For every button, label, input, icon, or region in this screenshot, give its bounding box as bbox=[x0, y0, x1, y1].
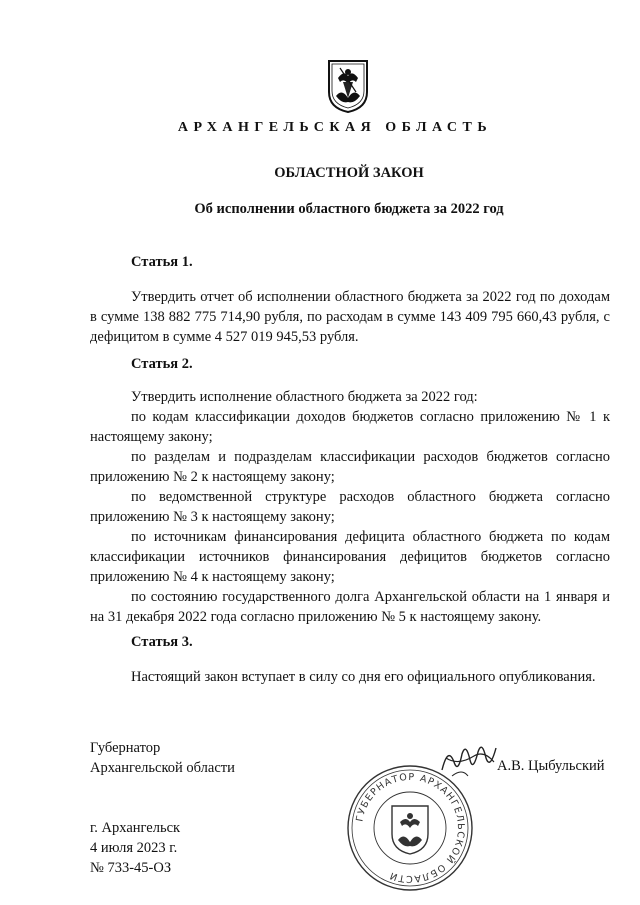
law-number: № 733-45-ОЗ bbox=[90, 860, 172, 876]
article-2-heading: Статья 2. bbox=[131, 356, 193, 372]
article-1-body bbox=[90, 287, 610, 347]
document-footer bbox=[90, 818, 180, 878]
article-2-paragraph: по источникам финансирования дефицита областного бюджета по кодам классификации источников финансирования дефицитов бюджетов согласно приложению № 4 к настоящему закону; bbox=[90, 529, 610, 585]
signatory-title: Губернатор bbox=[90, 740, 161, 756]
law-date: 4 июля 2023 г. bbox=[90, 840, 178, 856]
law-type: ОБЛАСТНОЙ ЗАКОН bbox=[274, 165, 424, 181]
signatory-position bbox=[90, 738, 235, 778]
article-2-paragraph: по разделам и подразделам классификации расходов бюджетов согласно приложению № 2 к настоящему закону; bbox=[90, 449, 610, 485]
article-3-body bbox=[90, 667, 610, 687]
law-title: Об исполнении областного бюджета за 2022 год bbox=[194, 201, 504, 217]
article-1-heading: Статья 1. bbox=[131, 254, 193, 270]
article-2-paragraph: по ведомственной структуре расходов областного бюджета согласно приложению № 3 к настоящему закону; bbox=[90, 489, 610, 525]
article-2-paragraph: по кодам классификации доходов бюджетов согласно приложению № 1 к настоящему закону; bbox=[90, 409, 610, 445]
svg-text:ГУБЕРНАТОР АРХАНГЕЛЬСКОЙ ОБЛАС bbox=[354, 772, 466, 884]
article-2-paragraph: Утвердить исполнение областного бюджета за 2022 год: bbox=[131, 389, 478, 405]
signatory-name: А.В. Цыбульский bbox=[497, 758, 605, 774]
coat-of-arms-icon bbox=[326, 58, 370, 114]
article-2-paragraph: по состоянию государственного долга Архангельской области на 1 января и на 31 декабря 2022 года согласно приложению № 5 к настоящему закону. bbox=[90, 589, 610, 625]
city: г. Архангельск bbox=[90, 820, 181, 836]
seal-text: ГУБЕРНАТОР АРХАНГЕЛЬСКОЙ ОБЛАСТИ bbox=[354, 771, 467, 885]
official-seal-icon bbox=[344, 762, 476, 894]
article-2-body bbox=[90, 387, 610, 627]
article-1-paragraph: Утвердить отчет об исполнении областного бюджета за 2022 год по доходам в сумме 138 882 775 714,90 рубля, по расходам в сумме 143 409 795 660,43 рубля, с дефицитом в сумме 4 527 019 945,53 рубля. bbox=[90, 289, 610, 345]
region-name: АРХАНГЕЛЬСКАЯ ОБЛАСТЬ bbox=[177, 120, 493, 135]
article-3-paragraph: Настоящий закон вступает в силу со дня его официального опубликования. bbox=[131, 669, 596, 685]
handwritten-signature-icon bbox=[438, 740, 500, 780]
signatory-region: Архангельской области bbox=[90, 760, 235, 776]
article-3-heading: Статья 3. bbox=[131, 634, 193, 650]
